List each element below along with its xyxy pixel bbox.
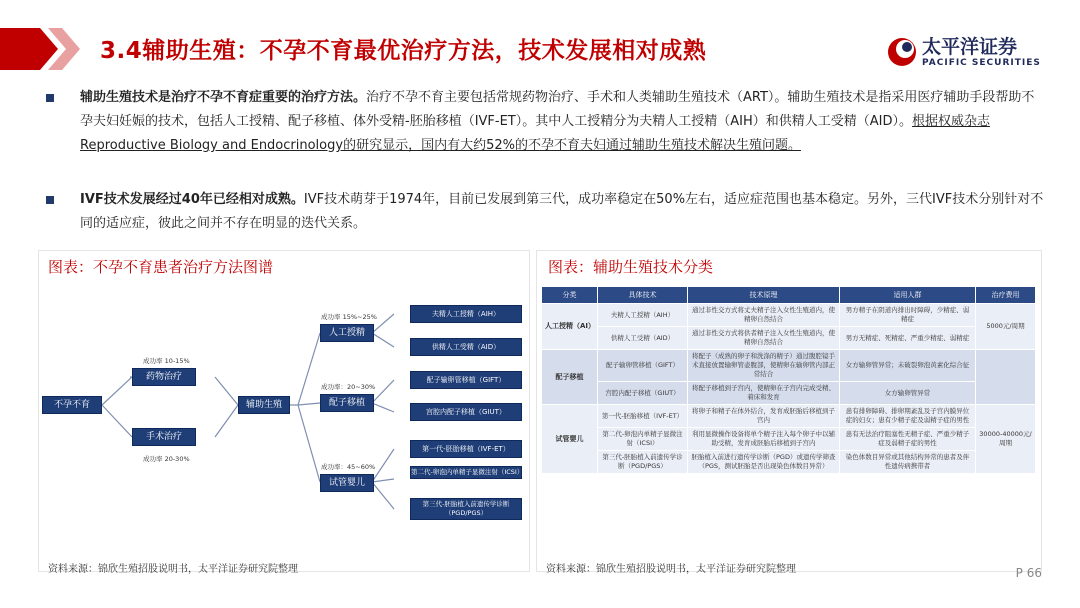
bullet-1-underlined: 根据权威杂志Reproductive Biology and Endocrinology的研究显示，国内有大约52%的不孕不育夫妇通过辅助生殖技术解决生殖问题。 — [80, 114, 990, 153]
table-cell: 第二代-卵泡内单精子显微注射（ICSI） — [598, 428, 688, 451]
flow-node-ai: 人工授精 — [320, 324, 374, 342]
right-panel-title: 图表：辅助生殖技术分类 — [548, 258, 714, 276]
company-logo — [886, 30, 1056, 74]
flow-leaf-gift: 配子输卵管移植（GIFT） — [410, 371, 522, 389]
logo-text-en: PACIFIC SECURITIES — [922, 58, 1041, 68]
flow-ai-rate: 成功率 15%~25% — [321, 313, 377, 321]
bullet-square-icon — [46, 94, 54, 102]
table-cell: 男方精子在阴道内排出时障碍，少精症、弱精症 — [840, 304, 976, 327]
table-row — [542, 350, 1036, 382]
table-cell: 染色体数目异常或其他结构异常的患者及伴性遗传病携带者 — [840, 451, 976, 474]
table-fee-empty — [976, 350, 1036, 405]
right-source: 资料来源：锦欣生殖招股说明书，太平洋证券研究院整理 — [546, 564, 796, 575]
table-row — [542, 304, 1036, 327]
table-header: 具体技术 — [598, 287, 688, 304]
table-row — [542, 327, 1036, 350]
table-header: 分类 — [542, 287, 598, 304]
table-cell: 女方输卵管异常 — [840, 382, 976, 405]
logo-text-cn: 太平洋证券 — [922, 36, 1018, 58]
table-category: 配子移植 — [542, 350, 598, 405]
flow-surgery-rate: 成功率 20-30% — [143, 455, 190, 463]
logo-icon — [886, 36, 918, 68]
table-cell: 第一代-胚胎移植（IVF-ET） — [598, 405, 688, 428]
art-classification-table — [541, 286, 1036, 474]
table-fee: 30000-40000元/周期 — [976, 405, 1036, 474]
table-cell: 患有排卵障碍、排卵期紊乱及子宫内膜异位症的妇女；患有少精子症及弱精子症的男性 — [840, 405, 976, 428]
header-chevron-icon — [0, 28, 84, 70]
table-cell: 将配子移植到子宫内，使精卵在子宫内完成受精、着床和发育 — [688, 382, 840, 405]
table-cell: 通过非性交方式将丈夫精子注入女性生殖道内，使精卵自然结合 — [688, 304, 840, 327]
table-cell: 患有无法治疗阻塞性无精子症、严重少精子症及弱精子症的男性 — [840, 428, 976, 451]
table-row — [542, 405, 1036, 428]
table-cell: 通过非性交方式将供者精子注入女性生殖道内，使精卵自然结合 — [688, 327, 840, 350]
page-number: P 66 — [1015, 566, 1042, 580]
bullet-2 — [46, 188, 1046, 236]
flow-node-ivf: 试管婴儿 — [320, 474, 374, 492]
flow-node-gt: 配子移植 — [320, 394, 374, 412]
flow-node-root: 不孕不育 — [42, 396, 102, 414]
table-cell: 将卵子和精子在体外结合，发育成胚胎后移植到子宫内 — [688, 405, 840, 428]
page-title: 3.4辅助生殖：不孕不育最优治疗方法，技术发展相对成熟 — [100, 38, 707, 64]
flow-leaf-aid: 供精人工受精（AID） — [410, 338, 522, 356]
flow-node-drug: 药物治疗 — [132, 368, 196, 386]
table-cell: 配子输卵管移植（GIFT） — [598, 350, 688, 382]
flow-leaf-giut: 宫腔内配子移植（GIUT） — [410, 403, 522, 421]
bullet-1-bold: 辅助生殖技术是治疗不孕不育症重要的治疗方法。 — [80, 90, 367, 105]
table-cell: 将配子（成熟的卵子和洗涤的精子）通过腹腔镜手术直接放置输卵管壶腹部，使精卵在输卵管内部正常结合 — [688, 350, 840, 382]
flow-node-art: 辅助生殖 — [238, 396, 290, 414]
table-row — [542, 428, 1036, 451]
flow-leaf-pgd: 第三代-胚胎植入前遗传学诊断（PGD/PGS） — [410, 498, 522, 520]
table-cell: 女方输卵管异常；未破裂卵泡黄素化综合征 — [840, 350, 976, 382]
table-category: 人工授精（AI） — [542, 304, 598, 350]
table-fee: 5000元/周期 — [976, 304, 1036, 350]
table-category: 试管婴儿 — [542, 405, 598, 474]
table-row — [542, 382, 1036, 405]
left-source: 资料来源：锦欣生殖招股说明书，太平洋证券研究院整理 — [48, 564, 298, 575]
flow-leaf-icsi: 第二代-卵泡内单精子显微注射（ICSI） — [410, 466, 522, 479]
flow-ivf-rate: 成功率：45~60% — [321, 463, 376, 471]
table-header: 适用人群 — [840, 287, 976, 304]
table-cell: 宫腔内配子移植（GIUT） — [598, 382, 688, 405]
table-cell: 胚胎植入前进行遗传学诊断（PGD）或遗传学筛查（PGS，测试胚胎是否出现染色体数目异常） — [688, 451, 840, 474]
flow-node-surgery: 手术治疗 — [132, 428, 196, 446]
bullet-1 — [46, 86, 1046, 158]
table-cell: 供精人工受精（AID） — [598, 327, 688, 350]
table-header: 技术原理 — [688, 287, 840, 304]
bullet-1-text: 治疗不孕不育主要包括常规药物治疗、手术和人类辅助生殖技术（ART）。辅助生殖技术是指采用医疗辅助手段帮助不孕夫妇妊娠的技术，包括人工授精、配子移植、体外受精-胚胎移植（IVF-ET）。其中人工授精分为夫精人工授精（AIH）和供精人工受精（AID）。 — [80, 90, 1035, 129]
flow-drug-rate: 成功率 10-15% — [143, 357, 190, 365]
bullet-2-bold: IVF技术发展经过40年已经相对成熟。 — [80, 192, 304, 207]
table-header: 治疗费用 — [976, 287, 1036, 304]
flow-leaf-ivfet: 第一代-胚胎移植（IVF-ET） — [410, 440, 522, 458]
bullet-square-icon — [46, 196, 54, 204]
left-panel-title: 图表：不孕不育患者治疗方法图谱 — [48, 258, 274, 276]
table-cell: 第三代-胚胎植入前遗传学诊断（PGD/PGS） — [598, 451, 688, 474]
table-header-row — [542, 287, 1036, 304]
flow-leaf-aih: 夫精人工授精（AIH） — [410, 305, 522, 323]
table-cell: 夫精人工授精（AIH） — [598, 304, 688, 327]
table-row — [542, 451, 1036, 474]
bullet-2-text: IVF技术萌芽于1974年，目前已发展到第三代，成功率稳定在50%左右，适应症范围也基本稳定。另外，三代IVF技术分别针对不同的适应症，彼此之间并不存在明显的迭代关系。 — [80, 192, 1044, 231]
table-cell: 利用显微操作设备将单个精子注入每个卵子中以辅助受精，发育成胚胎后移植到子宫内 — [688, 428, 840, 451]
flow-gt-rate: 成功率：20~30% — [321, 383, 376, 391]
table-cell: 男方无精症、死精症、严重少精症、弱精症 — [840, 327, 976, 350]
